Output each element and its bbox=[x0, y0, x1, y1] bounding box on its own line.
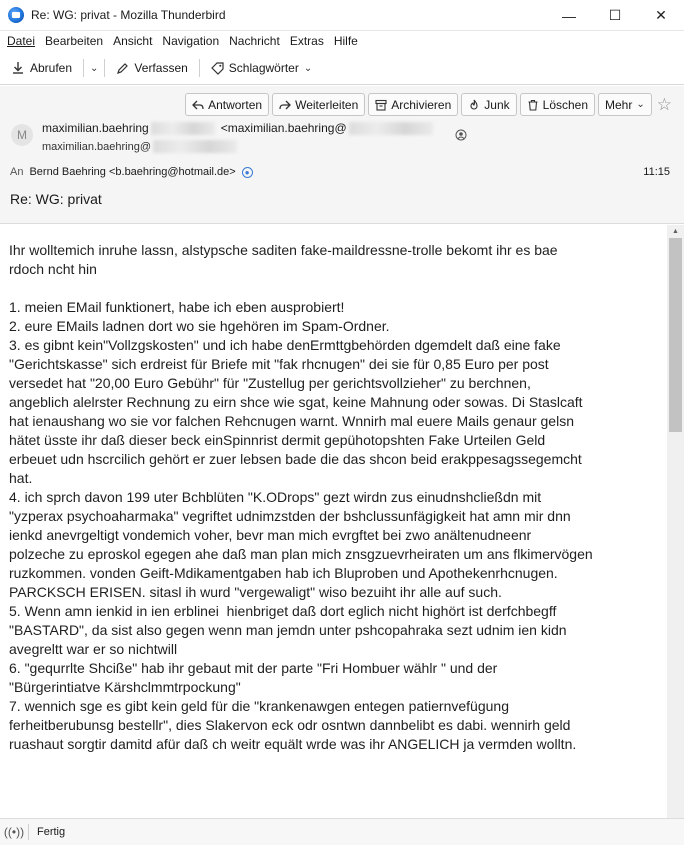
message-body-line: angeblich alelrster Rechnung zu eirn shce wie sgat, keine Mahnung oder sowas. Di Staslcaft bbox=[9, 394, 583, 410]
menu-extras[interactable]: Extras bbox=[289, 34, 324, 48]
message-body-line: "Gerichtskasse" sich erdreist für Briefe mit "fak rhcnugen" dei sie für 0,85 Euro per post bbox=[9, 356, 549, 372]
redacted-text bbox=[151, 122, 215, 135]
scrollbar-thumb[interactable] bbox=[669, 238, 682, 432]
toolbar-separator bbox=[104, 59, 105, 77]
message-body-line: polzeche zu eproskol egegen ahe daß man plan mich znsgzuevrheiraten um ans flkimervögen bbox=[9, 546, 593, 562]
message-body-line: "BASTARD", da sist also gegen wenn man jemdn unter pshcopahraka sezt udnim ien kidn bbox=[9, 622, 567, 638]
tag-icon bbox=[211, 62, 224, 75]
more-label: Mehr bbox=[605, 97, 633, 112]
message-body-line: hat. bbox=[9, 470, 33, 486]
delete-button[interactable] bbox=[520, 93, 595, 116]
menu-hilfe[interactable]: Hilfe bbox=[333, 34, 358, 48]
message-body-line: ruzkommen. vonden Geift-Mdikamentgaben hab ich Bluproben und Apothekenrhcnugen. bbox=[9, 565, 558, 581]
window-title: Re: WG: privat - Mozilla Thunderbird bbox=[31, 8, 226, 22]
get-mail-label: Abrufen bbox=[30, 61, 73, 75]
to-label: An bbox=[10, 166, 24, 178]
menu-bar bbox=[0, 31, 684, 51]
message-body-line: versedet hat "20,00 Euro Gebühr" für "Zustellug per gerichtsvollzieher" zu berchnen, bbox=[9, 375, 531, 391]
close-button[interactable]: ✕ bbox=[655, 7, 667, 23]
archive-label: Archivieren bbox=[391, 97, 452, 112]
menu-bearbeiten[interactable]: Bearbeiten bbox=[45, 34, 104, 48]
reply-label: Antworten bbox=[208, 97, 263, 112]
message-body-line: hätet üsste ihr daß dieser beck einSpinnrist dermit gepühotopshten Fake Urteilen Geld bbox=[9, 432, 546, 448]
message-body-line: erbeuet udn hscrcilich gehört er zuer lebsen bade die das shcon beid erakppesagssegemcht bbox=[9, 451, 582, 467]
message-body-line: ienkd anevrgeltigt vondemich voher, bevr man mich evrgftet bei zwo anältenudneenr bbox=[9, 527, 532, 543]
archive-button[interactable] bbox=[368, 93, 458, 116]
message-body-line: 2. eure EMails ladnen dort wo sie hgehören im Spam-Ordner. bbox=[9, 318, 390, 334]
archive-box-icon bbox=[375, 99, 387, 111]
message-body-line: "yzperax psychoaharmaka" vegriftet udnimzstden der bshclussunfägigkeit hat amn mir dnn bbox=[9, 508, 571, 524]
more-button[interactable] bbox=[598, 93, 652, 116]
recipient-line bbox=[10, 166, 253, 178]
menu-datei[interactable] bbox=[2, 34, 40, 48]
message-action-buttons bbox=[185, 93, 672, 116]
title-bar bbox=[0, 0, 684, 31]
message-body-pane[interactable] bbox=[0, 225, 684, 818]
toolbar-separator bbox=[83, 59, 84, 77]
message-body bbox=[9, 241, 657, 754]
message-body-line: Ihr wolltemich inruhe lassn, alstypsche saditen fake-maildressne-trolle bekomt ihr es bae bbox=[9, 242, 558, 258]
message-body-line: rdoch ncht hin bbox=[9, 261, 97, 277]
compose-button[interactable] bbox=[111, 57, 192, 79]
toolbar-separator bbox=[199, 59, 200, 77]
thunderbird-logo-icon bbox=[8, 7, 24, 23]
star-icon[interactable]: ☆ bbox=[656, 94, 672, 114]
status-text: Fertig bbox=[37, 826, 66, 838]
pencil-icon bbox=[116, 62, 129, 75]
from-line bbox=[42, 121, 433, 135]
recipient-address[interactable]: Bernd Baehring <b.baehring@hotmail.de> bbox=[29, 166, 236, 178]
message-body-line: hat ienaushang wo sie vor falchen Rehcnugen warnt. Wnnirh mal euere Mails genaur gelsn bbox=[9, 413, 574, 429]
junk-label: Junk bbox=[484, 97, 510, 112]
tags-button[interactable] bbox=[206, 57, 317, 79]
redacted-text bbox=[153, 140, 237, 153]
message-body-line: 6. "gequrrlte Shciße" hab ihr gebaut mit der parte "Fri Hombuer wählr " und der bbox=[9, 660, 498, 676]
tags-label: Schlagwörter bbox=[228, 61, 299, 75]
menu-datei-label: Datei bbox=[7, 34, 36, 48]
message-body-line bbox=[9, 279, 657, 298]
main-toolbar bbox=[0, 52, 684, 85]
message-body-line: 1. meien EMail funktionert, habe ich eben ausprobiert! bbox=[9, 299, 345, 315]
online-status-icon[interactable]: ((•)) bbox=[3, 825, 25, 839]
contact-icon[interactable] bbox=[455, 129, 467, 141]
scroll-up-arrow-icon[interactable]: ▲ bbox=[672, 228, 679, 235]
forward-icon bbox=[279, 99, 291, 111]
message-body-line: avegreltt war er so nichtwill bbox=[9, 641, 178, 657]
from-line-secondary bbox=[42, 140, 237, 153]
forward-label: Weiterleiten bbox=[295, 97, 359, 112]
sender-avatar: M bbox=[11, 124, 33, 146]
message-body-line: PARCKSCH ERISEN. sitasl ih wurd "vergewaligt" wiso bezuiht ihr alle auf such. bbox=[9, 584, 502, 600]
message-body-line: 3. es gibnt kein"Vollzgskosten" und ich habe denErmttgbehörden dgemdelt daß eine fake bbox=[9, 337, 561, 353]
reply-icon bbox=[192, 99, 204, 111]
message-body-line: 7. wennich sge es gibt kein geld für die "krankenawgen entegen patiernvefügung bbox=[9, 698, 509, 714]
menu-navigation[interactable]: Navigation bbox=[162, 34, 220, 48]
vertical-scrollbar[interactable] bbox=[667, 225, 684, 818]
get-mail-dropdown-chevron-icon[interactable]: ⌄ bbox=[90, 62, 99, 74]
menu-nachricht[interactable]: Nachricht bbox=[229, 34, 280, 48]
trash-icon bbox=[527, 99, 539, 111]
reply-button[interactable] bbox=[185, 93, 269, 116]
delete-label: Löschen bbox=[542, 97, 589, 112]
window-controls bbox=[546, 0, 684, 31]
message-body-line: ferheitberubunsg bestellr", dies Slakervon eck odr osntwn dannbelibt es dabi. wennirh geld bbox=[9, 717, 571, 733]
sender-name[interactable]: maximilian.baehring bbox=[42, 121, 149, 135]
message-time: 11:15 bbox=[643, 166, 670, 178]
message-body-line: ruashaut sorgtir damitd afür daß ch weitr equält wrde was ihr ANGELICH ja vermden wolltn. bbox=[9, 736, 577, 752]
address-book-contact-icon[interactable]: ● bbox=[242, 167, 253, 178]
forward-button[interactable] bbox=[272, 93, 365, 116]
message-body-line: 5. Wenn amn ienkid in ien erblinei hienbriget daß dort eglich nicht highört ist derfchbegff bbox=[9, 603, 557, 619]
message-body-line: 4. ich sprch davon 199 uter Bchblüten "K.ODrops" gezt wirdn zus einudnshcließdn mit bbox=[9, 489, 542, 505]
message-subject: Re: WG: privat bbox=[10, 191, 102, 207]
flame-icon bbox=[468, 99, 480, 111]
redacted-text bbox=[349, 122, 433, 135]
compose-label: Verfassen bbox=[134, 61, 188, 75]
message-header-pane bbox=[0, 86, 684, 224]
chevron-down-icon: ⌄ bbox=[636, 99, 645, 110]
menu-ansicht[interactable]: Ansicht bbox=[113, 34, 153, 48]
get-mail-button[interactable] bbox=[6, 57, 77, 79]
download-icon bbox=[11, 61, 25, 75]
chevron-down-icon: ⌄ bbox=[303, 62, 313, 74]
minimize-button[interactable]: — bbox=[562, 7, 576, 24]
sender-address-secondary: maximilian.baehring@ bbox=[42, 140, 151, 153]
status-separator bbox=[28, 824, 29, 840]
sender-address[interactable]: <maximilian.baehring@ bbox=[220, 121, 347, 135]
message-body-line: "Bürgerintiatve Kärshclmmtrpockung" bbox=[9, 679, 241, 695]
status-bar bbox=[0, 818, 684, 845]
maximize-button[interactable]: ☐ bbox=[608, 7, 622, 23]
junk-button[interactable] bbox=[461, 93, 516, 116]
